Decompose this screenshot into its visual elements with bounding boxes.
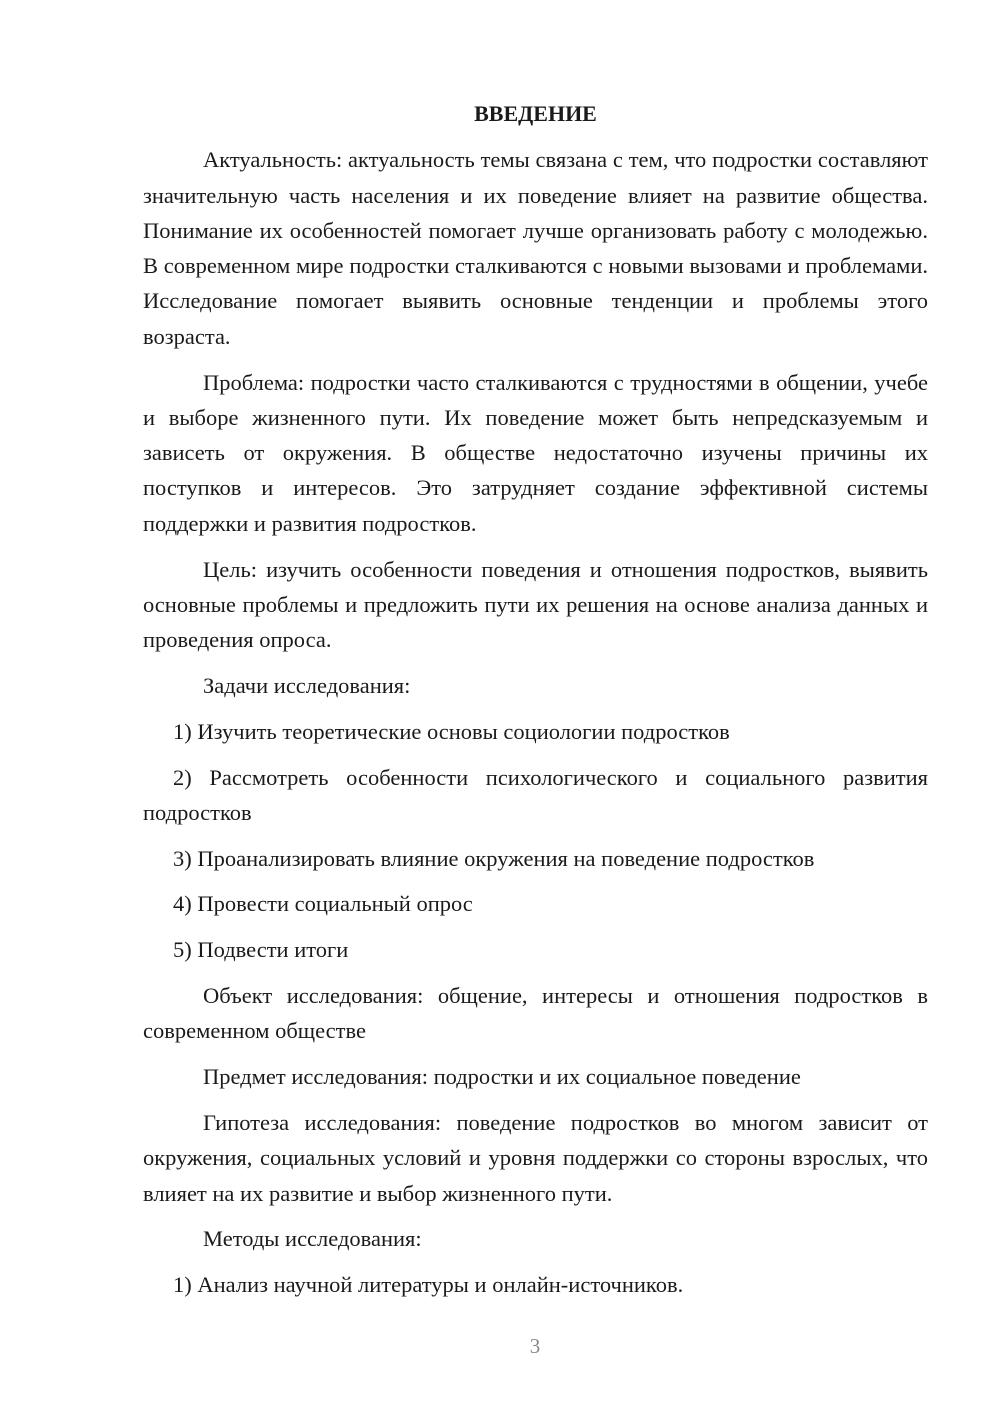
task-item-3: 3) Проанализировать влияние окружения на поведение подростков	[173, 845, 815, 871]
method-item-1: 1) Анализ научной литературы и онлайн-источников.	[173, 1272, 684, 1298]
task-item-4: 4) Провести социальный опрос	[173, 891, 473, 917]
hypothesis-paragraph: Гипотеза исследования: поведение подростков во многом зависит от окружения, социальных условий и уровня поддержки со стороны взрослых, что влияет на их развитие и выбор жизненного пути.	[143, 1109, 928, 1206]
relevance-paragraph: Актуальность: актуальность темы связана с тем, что подростки составляют значительную часть населения и их поведение влияет на развитие общества. Понимание их особенностей помогает лучше организовать работу с молодежью. В современном мире подростки сталкиваются с новыми вызовами и проблемами. Исследование помогает выявить основные тенденции и проблемы этого возраста.	[143, 147, 928, 349]
tasks-heading: Задачи исследования:	[203, 672, 411, 698]
page-number: 3	[529, 1334, 541, 1358]
task-item-5: 5) Подвести итоги	[173, 937, 349, 963]
object-paragraph: Объект исследования: общение, интересы и отношения подростков в современном обществе	[143, 983, 928, 1044]
problem-paragraph: Проблема: подростки часто сталкиваются с трудностями в общении, учебе и выборе жизненного пути. Их поведение может быть непредсказуемым и зависеть от окружения. В обществе недостаточно изучены причины их поступков и интересов. Это затрудняет создание эффективной системы поддержки и развития подростков.	[143, 369, 928, 536]
task-item-2: 2) Рассмотреть особенности психологического и социального развития подростков	[143, 764, 928, 825]
subject-paragraph: Предмет исследования: подростки и их социальное поведение	[203, 1064, 801, 1090]
goal-paragraph: Цель: изучить особенности поведения и отношения подростков, выявить основные проблемы и предложить пути их решения на основе анализа данных и проведения опроса.	[143, 556, 928, 653]
page-title: ВВЕДЕНИЕ	[474, 101, 597, 126]
document-page	[143, 96, 928, 1313]
methods-heading: Методы исследования:	[203, 1226, 422, 1252]
task-item-1: 1) Изучить теоретические основы социологии подростков	[173, 718, 730, 744]
